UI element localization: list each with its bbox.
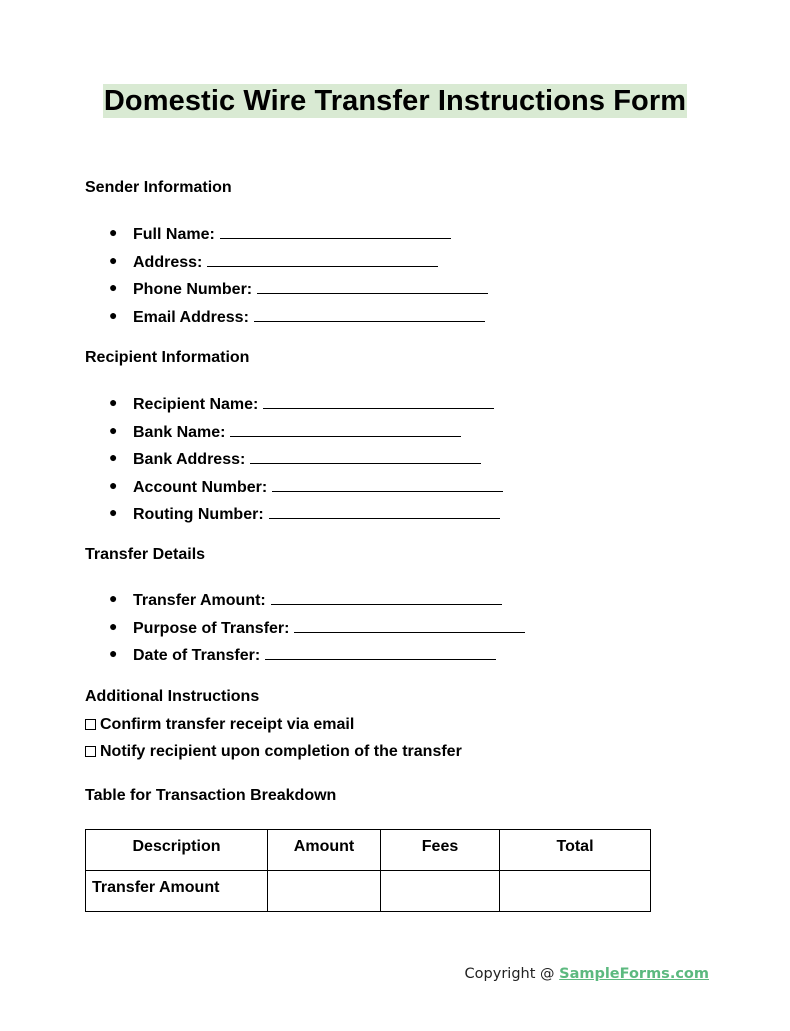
- email-input-line[interactable]: [254, 305, 485, 322]
- sampleforms-link[interactable]: SampleForms.com: [559, 966, 709, 982]
- checkbox-icon[interactable]: [85, 719, 96, 730]
- bullet-icon: ●: [109, 224, 118, 240]
- full-name-input-line[interactable]: [220, 222, 451, 239]
- date-input-line[interactable]: [265, 643, 496, 660]
- option-label: Notify recipient upon completion of the transfer: [100, 743, 462, 760]
- table-cell: Transfer Amount: [86, 871, 268, 912]
- sender-heading: Sender Information: [85, 179, 232, 196]
- phone-input-line[interactable]: [257, 277, 488, 294]
- bullet-icon: ●: [109, 394, 118, 410]
- bullet-icon: ●: [109, 504, 118, 521]
- title-container: [0, 84, 790, 118]
- account-number-input-line[interactable]: [272, 475, 503, 492]
- bank-name-input-line[interactable]: [230, 420, 461, 437]
- field-label: Phone Number:: [133, 281, 253, 299]
- field-label: Account Number:: [133, 478, 268, 496]
- copyright-text: Copyright @: [464, 966, 560, 982]
- table-heading: Table for Transaction Breakdown: [85, 787, 337, 804]
- field-label: Recipient Name:: [133, 396, 259, 413]
- bullet-icon: ●: [109, 449, 118, 466]
- bullet-icon: ●: [109, 590, 118, 606]
- bullet-icon: ●: [109, 476, 118, 493]
- bullet-icon: ●: [109, 645, 118, 662]
- field-label: Purpose of Transfer:: [133, 619, 290, 637]
- field-label: Date of Transfer:: [133, 647, 261, 665]
- confirm-receipt-option[interactable]: [85, 715, 354, 735]
- checkbox-icon[interactable]: [85, 746, 96, 757]
- transfer-amount-input-line[interactable]: [271, 588, 502, 605]
- field-label: Bank Name:: [133, 423, 226, 441]
- field-label: Bank Address:: [133, 451, 246, 469]
- column-header: Amount: [268, 830, 381, 871]
- bullet-icon: ●: [109, 421, 118, 438]
- field-label: Full Name:: [133, 226, 215, 243]
- bullet-icon: ●: [109, 251, 118, 268]
- address-input-line[interactable]: [207, 250, 438, 267]
- purpose-input-line[interactable]: [294, 616, 525, 633]
- copyright-footer: [465, 965, 709, 983]
- field-label: Routing Number:: [133, 506, 264, 524]
- option-label: Confirm transfer receipt via email: [100, 716, 355, 733]
- table-cell[interactable]: [268, 871, 381, 912]
- recipient-heading: Recipient Information: [85, 349, 250, 366]
- bullet-icon: ●: [109, 279, 118, 296]
- transfer-heading: Transfer Details: [85, 546, 206, 563]
- routing-number-input-line[interactable]: [269, 502, 500, 519]
- table-header-row: [86, 830, 651, 871]
- bullet-icon: ●: [109, 617, 118, 634]
- field-label: Transfer Amount:: [133, 592, 266, 609]
- additional-heading: Additional Instructions: [85, 688, 260, 705]
- bullet-icon: ●: [109, 306, 118, 323]
- column-header: Description: [86, 830, 268, 871]
- table-row: [86, 871, 651, 912]
- bank-address-input-line[interactable]: [250, 447, 481, 464]
- field-label: Address:: [133, 253, 203, 271]
- column-header: Fees: [381, 830, 500, 871]
- notify-recipient-option[interactable]: [85, 742, 462, 762]
- column-header: Total: [500, 830, 651, 871]
- field-label: Email Address:: [133, 308, 249, 326]
- table-cell[interactable]: [381, 871, 500, 912]
- recipient-name-input-line[interactable]: [263, 392, 494, 409]
- table-cell[interactable]: [500, 871, 651, 912]
- page-title: Domestic Wire Transfer Instructions Form: [103, 85, 687, 117]
- transaction-breakdown-table: [85, 829, 651, 912]
